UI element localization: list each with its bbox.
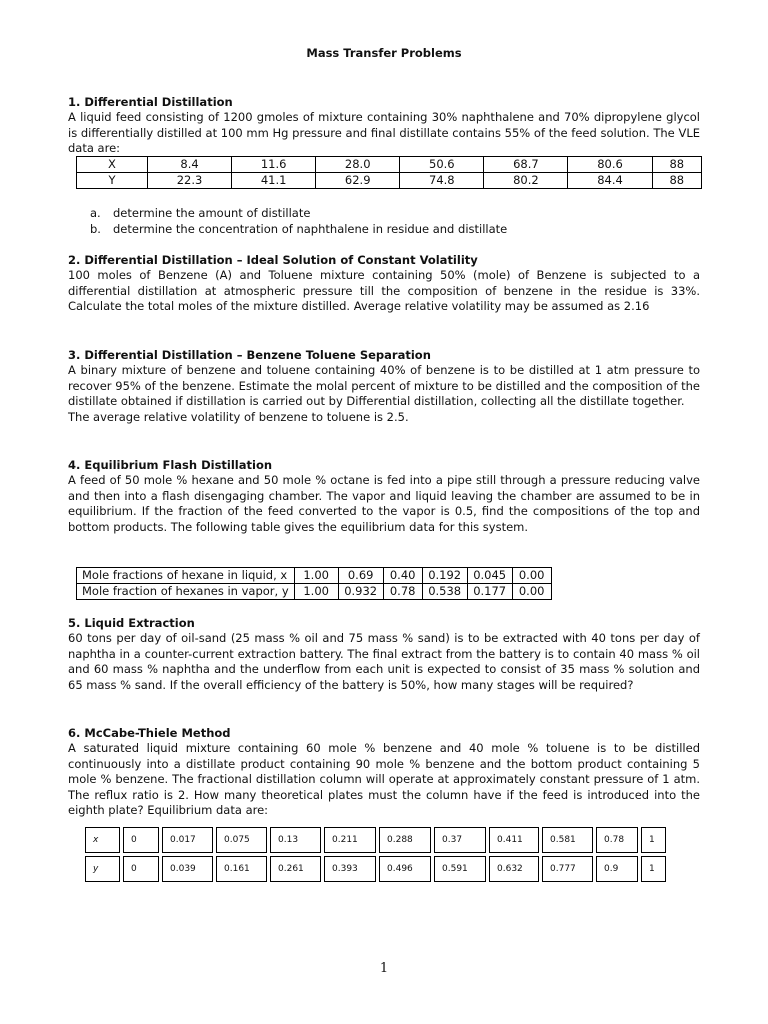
- problem-4: [68, 458, 700, 535]
- vle-cell: 22.3: [148, 173, 232, 189]
- problem-5-heading: 5. Liquid Extraction: [68, 616, 195, 630]
- vle-row-y: [77, 173, 702, 189]
- problem-4-text: A feed of 50 mole % hexane and 50 mole % octane is fed into a pipe still through a pressure reducing valve and then into a flash disengaging chamber. The vapor and liquid leaving the chamber are assumed to be in equilibrium. If the fraction of the feed converted to the vapor is 0.5, find the compositions of the top and bottom products. The following table gives the equilibrium data for this system.: [68, 473, 700, 534]
- eq-cell: 0.161: [216, 856, 267, 882]
- hex-row-x: [77, 568, 552, 584]
- hex-x-label: Mole fractions of hexane in liquid, x: [77, 568, 295, 584]
- vle-cell: 88: [652, 157, 701, 173]
- eq-cell: 0.288: [379, 827, 431, 853]
- list-marker: b.: [90, 221, 101, 236]
- eq-cell: 0.211: [324, 827, 376, 853]
- list-item: [90, 206, 690, 222]
- hex-cell: 0.192: [422, 568, 467, 584]
- problem-1: [68, 95, 700, 157]
- vle-y-label: Y: [77, 173, 148, 189]
- problem-3-heading: 3. Differential Distillation – Benzene Toluene Separation: [68, 348, 431, 362]
- problem-3: [68, 348, 700, 425]
- vle-cell: 80.2: [484, 173, 568, 189]
- benzene-toluene-table: [82, 824, 669, 885]
- eq-cell: 0.075: [216, 827, 267, 853]
- vle-cell: 84.4: [568, 173, 652, 189]
- eq-cell: 0.261: [270, 856, 321, 882]
- hex-cell: 0.00: [512, 568, 551, 584]
- page-number: 1: [379, 961, 389, 976]
- vle-row-x: [77, 157, 702, 173]
- hex-cell: 0.00: [512, 584, 551, 600]
- eq-cell: 0.37: [434, 827, 486, 853]
- problem-6-heading: 6. McCabe-Thiele Method: [68, 726, 231, 740]
- hex-cell: 0.40: [383, 568, 422, 584]
- problem-5: [68, 616, 700, 693]
- vle-cell: 88: [652, 173, 701, 189]
- problem-1-heading: 1. Differential Distillation: [68, 95, 233, 109]
- hex-cell: 0.69: [338, 568, 383, 584]
- vle-cell: 28.0: [316, 157, 400, 173]
- hex-row-y: [77, 584, 552, 600]
- eq-cell: 1: [641, 827, 666, 853]
- problem-5-text: 60 tons per day of oil-sand (25 mass % oil and 75 mass % sand) is to be extracted with 40 tons per day of naphtha in a counter-current extraction battery. The final extract from the battery is to contain 40 mass % oil and 60 mass % naphtha and the underflow from each unit is expected to consist of 35 mass % solution and 65 mass % sand. If the overall efficiency of the battery is 50%, how many stages will be required?: [68, 631, 700, 692]
- list-marker: a.: [90, 206, 101, 220]
- problem-2: [68, 253, 700, 315]
- vle-cell: 80.6: [568, 157, 652, 173]
- vle-cell: 50.6: [400, 157, 484, 173]
- vle-x-label: X: [77, 157, 148, 173]
- vle-cell: 41.1: [232, 173, 316, 189]
- eq-x-label: x: [85, 827, 120, 853]
- vle-cell: 68.7: [484, 157, 568, 173]
- vle-table: [76, 156, 702, 189]
- hex-cell: 0.177: [467, 584, 512, 600]
- eq-cell: 0.581: [542, 827, 593, 853]
- vle-cell: 62.9: [316, 173, 400, 189]
- eq-cell: 1: [641, 856, 666, 882]
- vle-cell: 8.4: [148, 157, 232, 173]
- eq-cell: 0: [123, 856, 159, 882]
- hex-cell: 0.045: [467, 568, 512, 584]
- hex-cell: 1.00: [294, 568, 338, 584]
- problem-2-heading: 2. Differential Distillation – Ideal Solution of Constant Volatility: [68, 253, 478, 267]
- hex-y-label: Mole fraction of hexanes in vapor, y: [77, 584, 295, 600]
- eq-cell: 0.777: [542, 856, 593, 882]
- problem-3-text-2: The average relative volatility of benzene to toluene is 2.5.: [68, 409, 409, 424]
- problem-3-text: A binary mixture of benzene and toluene containing 40% of benzene is to be distilled at 1 atm pressure to recover 95% of the benzene. Estimate the molal percent of mixture to be distilled and the composition of the distillate obtained if distillation is carried out by Differential distillation, collecting all the distillate together.: [68, 363, 700, 409]
- page-title: Mass Transfer Problems: [306, 46, 462, 60]
- eq-cell: 0.591: [434, 856, 486, 882]
- eq-cell: 0.13: [270, 827, 321, 853]
- eq-cell: 0.411: [489, 827, 539, 853]
- problem-6-text: A saturated liquid mixture containing 60 mole % benzene and 40 mole % toluene is to be distilled continuously into a distillate product containing 90 mole % benzene and the bottom product containing 5 mole % benzene. The fractional distillation column will operate at approximately constant pressure of 1 atm. The reflux ratio is 2. How many theoretical plates must the column have if the feed is introduced into the eighth plate? Equilibrium data are:: [68, 741, 700, 818]
- eq-cell: 0.9: [596, 856, 638, 882]
- problem-4-heading: 4. Equilibrium Flash Distillation: [68, 458, 273, 472]
- list-text: determine the concentration of naphthalene in residue and distillate: [113, 221, 508, 236]
- eq-row-y: [85, 856, 666, 882]
- eq-cell: 0.78: [596, 827, 638, 853]
- problem-6: [68, 726, 700, 819]
- eq-y-label: y: [85, 856, 120, 882]
- hex-cell: 0.78: [383, 584, 422, 600]
- eq-cell: 0.632: [489, 856, 539, 882]
- list-text: determine the amount of distillate: [113, 206, 311, 220]
- eq-row-x: [85, 827, 666, 853]
- hex-cell: 0.538: [422, 584, 467, 600]
- eq-cell: 0: [123, 827, 159, 853]
- eq-cell: 0.393: [324, 856, 376, 882]
- vle-cell: 11.6: [232, 157, 316, 173]
- hexane-octane-table: [76, 567, 552, 600]
- eq-cell: 0.039: [162, 856, 213, 882]
- eq-cell: 0.496: [379, 856, 431, 882]
- problem-1-list: [90, 206, 690, 237]
- problem-1-text: A liquid feed consisting of 1200 gmoles of mixture containing 30% naphthalene and 70% dipropylene glycol is differentially distilled at 100 mm Hg pressure and final distillate contains 55% of the feed solution. The VLE data are:: [68, 110, 700, 156]
- hex-cell: 1.00: [294, 584, 338, 600]
- vle-cell: 74.8: [400, 173, 484, 189]
- list-item: [90, 222, 690, 238]
- eq-cell: 0.017: [162, 827, 213, 853]
- hex-cell: 0.932: [338, 584, 383, 600]
- problem-2-text: 100 moles of Benzene (A) and Toluene mixture containing 50% (mole) of Benzene is subjected to a differential distillation at atmospheric pressure till the composition of benzene in the residue is 33%. Calculate the total moles of the mixture distilled. Average relative volatility may be assumed as 2.16: [68, 268, 700, 314]
